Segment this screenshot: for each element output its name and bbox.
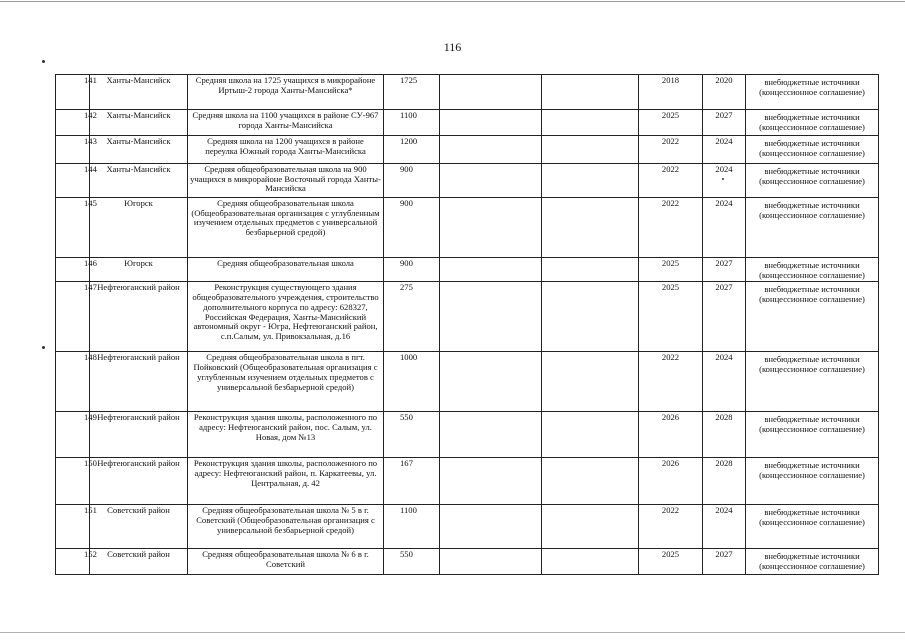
- start-year-cell: 2025: [639, 258, 703, 282]
- end-year-cell: 2027: [703, 282, 746, 352]
- end-year-cell: 2024: [703, 505, 746, 549]
- capacity-cell: 1725: [384, 75, 440, 110]
- table-row: [56, 164, 879, 198]
- row-number: 150: [56, 458, 90, 505]
- start-year-cell: 2026: [639, 412, 703, 458]
- end-year-cell: 2028: [703, 412, 746, 458]
- scan-speck: [42, 60, 45, 63]
- row-number: 147: [56, 282, 90, 352]
- capacity-cell: 900: [384, 164, 440, 198]
- empty-cell: [440, 110, 542, 136]
- object-name-cell: Реконструкция здания школы, расположенного по адресу: Нефтеюганский район, п. Каркатеевы, ул. Центральная, д. 42: [188, 458, 384, 505]
- empty-cell: [440, 505, 542, 549]
- funding-source-cell: внебюджетные источники (концессионное соглашение): [746, 458, 879, 505]
- table-row: [56, 198, 879, 258]
- empty-cell: [542, 198, 639, 258]
- table-row: [56, 549, 879, 575]
- municipality-cell: Нефтеюганский район: [90, 458, 188, 505]
- row-number: 141: [56, 75, 90, 110]
- object-name-cell: Средняя общеобразовательная школа № 6 в г. Советский: [188, 549, 384, 575]
- empty-cell: [440, 136, 542, 164]
- municipality-cell: Ханты-Мансийск: [90, 164, 188, 198]
- empty-cell: [440, 458, 542, 505]
- capacity-cell: 900: [384, 258, 440, 282]
- empty-cell: [542, 164, 639, 198]
- capacity-cell: 1000: [384, 352, 440, 412]
- empty-cell: [440, 75, 542, 110]
- table-row: [56, 352, 879, 412]
- funding-source-cell: внебюджетные источники (концессионное соглашение): [746, 164, 879, 198]
- page-number: 116: [443, 40, 462, 54]
- empty-cell: [440, 549, 542, 575]
- scan-speck: [42, 346, 45, 349]
- municipality-cell: Нефтеюганский район: [90, 412, 188, 458]
- row-number: 142: [56, 110, 90, 136]
- capacity-cell: 167: [384, 458, 440, 505]
- row-number: 148: [56, 352, 90, 412]
- start-year-cell: 2022: [639, 198, 703, 258]
- row-number: 149: [56, 412, 90, 458]
- object-name-cell: Средняя школа на 1725 учащихся в микрорайоне Иртыш-2 города Ханты-Мансийска*: [188, 75, 384, 110]
- funding-source-cell: внебюджетные источники (концессионное соглашение): [746, 258, 879, 282]
- empty-cell: [542, 352, 639, 412]
- object-name-cell: Средняя общеобразовательная школа в пгт. Пойковский (Общеобразовательная организация с углубленным изучением отдельных предметов с универсальной безбарьерной средой): [188, 352, 384, 412]
- empty-cell: [542, 110, 639, 136]
- funding-source-cell: внебюджетные источники (концессионное соглашение): [746, 136, 879, 164]
- funding-source-cell: внебюджетные источники (концессионное соглашение): [746, 110, 879, 136]
- funding-source-cell: внебюджетные источники (концессионное соглашение): [746, 549, 879, 575]
- capacity-cell: 1100: [384, 110, 440, 136]
- object-name-cell: Реконструкция здания школы, расположенного по адресу: Нефтеюганский район, пос. Салым, ул. Новая, дом №13: [188, 412, 384, 458]
- municipality-cell: Нефтеюганский район: [90, 282, 188, 352]
- table-row: [56, 412, 879, 458]
- municipality-cell: Югорск: [90, 258, 188, 282]
- row-number: 145: [56, 198, 90, 258]
- object-name-cell: Средняя школа на 1200 учащихся в районе переулка Южный города Ханты-Мансийска: [188, 136, 384, 164]
- funding-source-cell: внебюджетные источники (концессионное соглашение): [746, 505, 879, 549]
- start-year-cell: 2025: [639, 549, 703, 575]
- table-row: [56, 75, 879, 110]
- municipality-cell: Ханты-Мансийск: [90, 75, 188, 110]
- table-row: [56, 110, 879, 136]
- table-row: [56, 505, 879, 549]
- start-year-cell: 2022: [639, 136, 703, 164]
- empty-cell: [440, 412, 542, 458]
- empty-cell: [542, 136, 639, 164]
- empty-cell: [542, 75, 639, 110]
- start-year-cell: 2022: [639, 505, 703, 549]
- end-year-cell: 2024: [703, 164, 746, 198]
- table-row: [56, 258, 879, 282]
- municipality-cell: Советский район: [90, 549, 188, 575]
- empty-cell: [440, 258, 542, 282]
- municipality-cell: Нефтеюганский район: [90, 352, 188, 412]
- row-number: 151: [56, 505, 90, 549]
- funding-source-cell: внебюджетные источники (концессионное соглашение): [746, 198, 879, 258]
- end-year-cell: 2024: [703, 136, 746, 164]
- object-name-cell: Средняя общеобразовательная школа на 900 учащихся в микрорайоне Восточный города Ханты-Мансийска: [188, 164, 384, 198]
- empty-cell: [440, 164, 542, 198]
- end-year-cell: 2024: [703, 352, 746, 412]
- object-name-cell: Средняя общеобразовательная школа: [188, 258, 384, 282]
- empty-cell: [542, 549, 639, 575]
- table-row: [56, 458, 879, 505]
- scan-bottom-edge: [0, 632, 905, 633]
- object-name-cell: Реконструкция существующего здания общеобразовательного учреждения, строительство дополнительного корпуса по адресу: 628327, Российская Федерация, Ханты-Мансийский автономный округ - Югра, Нефтеюганский район, с.п.Салым, ул. Привокзальная, д.16: [188, 282, 384, 352]
- table-row: [56, 136, 879, 164]
- empty-cell: [440, 282, 542, 352]
- school-construction-table: [55, 74, 879, 575]
- end-year-cell: 2020: [703, 75, 746, 110]
- municipality-cell: Югорск: [90, 198, 188, 258]
- start-year-cell: 2022: [639, 352, 703, 412]
- empty-cell: [440, 352, 542, 412]
- empty-cell: [440, 198, 542, 258]
- empty-cell: [542, 412, 639, 458]
- start-year-cell: 2026: [639, 458, 703, 505]
- capacity-cell: 1100: [384, 505, 440, 549]
- empty-cell: [542, 505, 639, 549]
- funding-source-cell: внебюджетные источники (концессионное соглашение): [746, 352, 879, 412]
- row-number: 152: [56, 549, 90, 575]
- municipality-cell: Советский район: [90, 505, 188, 549]
- end-year-cell: 2027: [703, 549, 746, 575]
- municipality-cell: Ханты-Мансийск: [90, 136, 188, 164]
- municipality-cell: Ханты-Мансийск: [90, 110, 188, 136]
- object-name-cell: Средняя школа на 1100 учащихся в районе СУ-967 города Ханты-Мансийска: [188, 110, 384, 136]
- table-row: [56, 282, 879, 352]
- empty-cell: [542, 282, 639, 352]
- funding-source-cell: внебюджетные источники (концессионное соглашение): [746, 412, 879, 458]
- scan-top-edge: [0, 1, 905, 2]
- start-year-cell: 2025: [639, 110, 703, 136]
- row-number: 146: [56, 258, 90, 282]
- row-number: 143: [56, 136, 90, 164]
- empty-cell: [542, 458, 639, 505]
- start-year-cell: 2018: [639, 75, 703, 110]
- row-number: 144: [56, 164, 90, 198]
- end-year-cell: 2027: [703, 258, 746, 282]
- capacity-cell: 550: [384, 412, 440, 458]
- empty-cell: [542, 258, 639, 282]
- end-year-cell: 2024: [703, 198, 746, 258]
- table-body: [56, 75, 879, 575]
- start-year-cell: 2025: [639, 282, 703, 352]
- end-year-cell: 2028: [703, 458, 746, 505]
- funding-source-cell: внебюджетные источники (концессионное соглашение): [746, 75, 879, 110]
- capacity-cell: 550: [384, 549, 440, 575]
- capacity-cell: 275: [384, 282, 440, 352]
- object-name-cell: Средняя общеобразовательная школа (Общеобразовательная организация с углубленным изучением отдельных предметов с универсальной безбарьерной средой): [188, 198, 384, 258]
- object-name-cell: Средняя общеобразовательная школа № 5 в г. Советский (Общеобразовательная организация с универсальной безбарьерной средой): [188, 505, 384, 549]
- start-year-cell: 2022: [639, 164, 703, 198]
- funding-source-cell: внебюджетные источники (концессионное соглашение): [746, 282, 879, 352]
- capacity-cell: 900: [384, 198, 440, 258]
- end-year-cell: 2027: [703, 110, 746, 136]
- capacity-cell: 1200: [384, 136, 440, 164]
